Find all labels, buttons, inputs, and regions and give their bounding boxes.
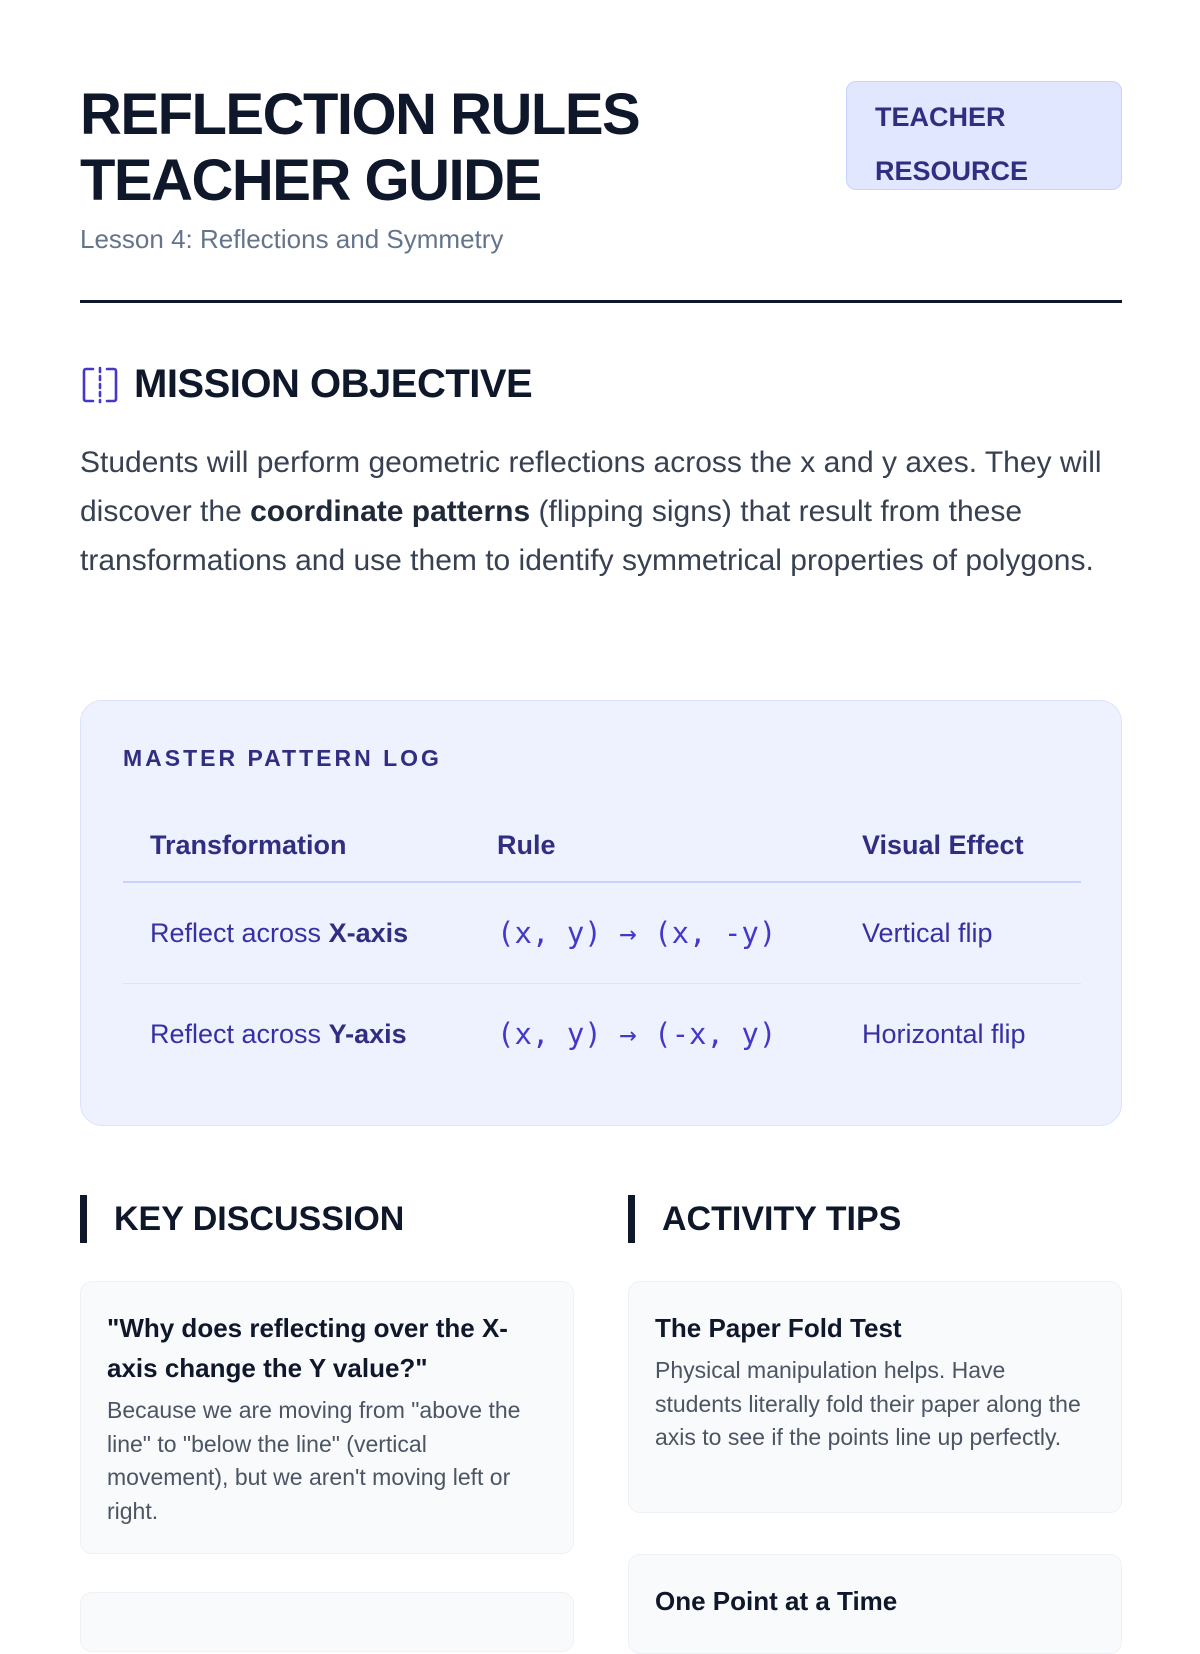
- transformation-cell: [123, 882, 470, 984]
- mission-text: [80, 438, 1130, 585]
- page-title: [80, 82, 780, 214]
- header-visual-effect: Visual Effect: [835, 809, 1081, 882]
- rule-cell: (x, y) → (x, -y): [470, 882, 835, 984]
- effect-cell: Horizontal flip: [862, 1018, 1026, 1049]
- title-line-2: TEACHER GUIDE: [80, 148, 541, 213]
- discussion-card-2: [80, 1592, 574, 1652]
- discussion-answer: Because we are moving from "above the line" to "below the line" (vertical movement), but we aren't moving left or right.: [107, 1397, 521, 1524]
- pattern-table: [123, 809, 1081, 1084]
- reflection-icon: [82, 366, 118, 404]
- teacher-resource-badge: [846, 81, 1122, 190]
- table-header-row: [123, 809, 1081, 882]
- header-transformation: Transformation: [123, 809, 470, 882]
- pattern-log-card: [80, 700, 1122, 1126]
- tip-card: [628, 1281, 1122, 1513]
- discussion-card: [80, 1281, 574, 1554]
- mission-heading: MISSION OBJECTIVE: [134, 362, 533, 406]
- effect-cell: Vertical flip: [835, 882, 1081, 984]
- rule-cell: (x, y) → (-x, y): [497, 1017, 777, 1051]
- tips-accent-bar: [628, 1195, 635, 1243]
- lesson-subtitle: Lesson 4: Reflections and Symmetry: [80, 224, 504, 254]
- title-line-1: REFLECTION RULES: [80, 82, 640, 147]
- table-row: [123, 882, 1081, 984]
- tips-heading: ACTIVITY TIPS: [662, 1200, 902, 1238]
- tip-text: Physical manipulation helps. Have students literally fold their paper along the axis to see if the points line up perfectly.: [655, 1357, 1081, 1450]
- discussion-accent-bar: [80, 1195, 87, 1243]
- discussion-heading: KEY DISCUSSION: [114, 1200, 405, 1238]
- transformation-axis: X-axis: [328, 917, 409, 948]
- mission-text-start: Students will perform geometric reflections across the x and y axes. They will discover the: [80, 446, 1102, 528]
- badge-line-1: TEACHER: [875, 102, 1006, 132]
- pattern-log-label: MASTER PATTERN LOG: [123, 745, 442, 771]
- table-row: [123, 984, 1081, 1085]
- tip-title: The Paper Fold Test: [655, 1313, 902, 1343]
- discussion-question: "Why does reflecting over the X-axis change the Y value?": [107, 1313, 508, 1383]
- transformation-cell: [123, 984, 470, 1085]
- header-divider: [80, 300, 1122, 303]
- transformation-prefix: Reflect across: [150, 917, 329, 948]
- badge-line-2: RESOURCE: [875, 156, 1029, 186]
- transformation-prefix: Reflect across: [150, 1018, 329, 1049]
- header-rule: Rule: [470, 809, 835, 882]
- mission-text-end: (flipping signs) that result from these transformations and use them to identify symmetrical properties of polygons.: [80, 495, 1094, 577]
- tip-title-2: One Point at a Time: [655, 1586, 898, 1616]
- mission-text-bold: coordinate patterns: [250, 495, 531, 528]
- tip-card-2: [628, 1554, 1122, 1654]
- transformation-axis: Y-axis: [328, 1018, 407, 1049]
